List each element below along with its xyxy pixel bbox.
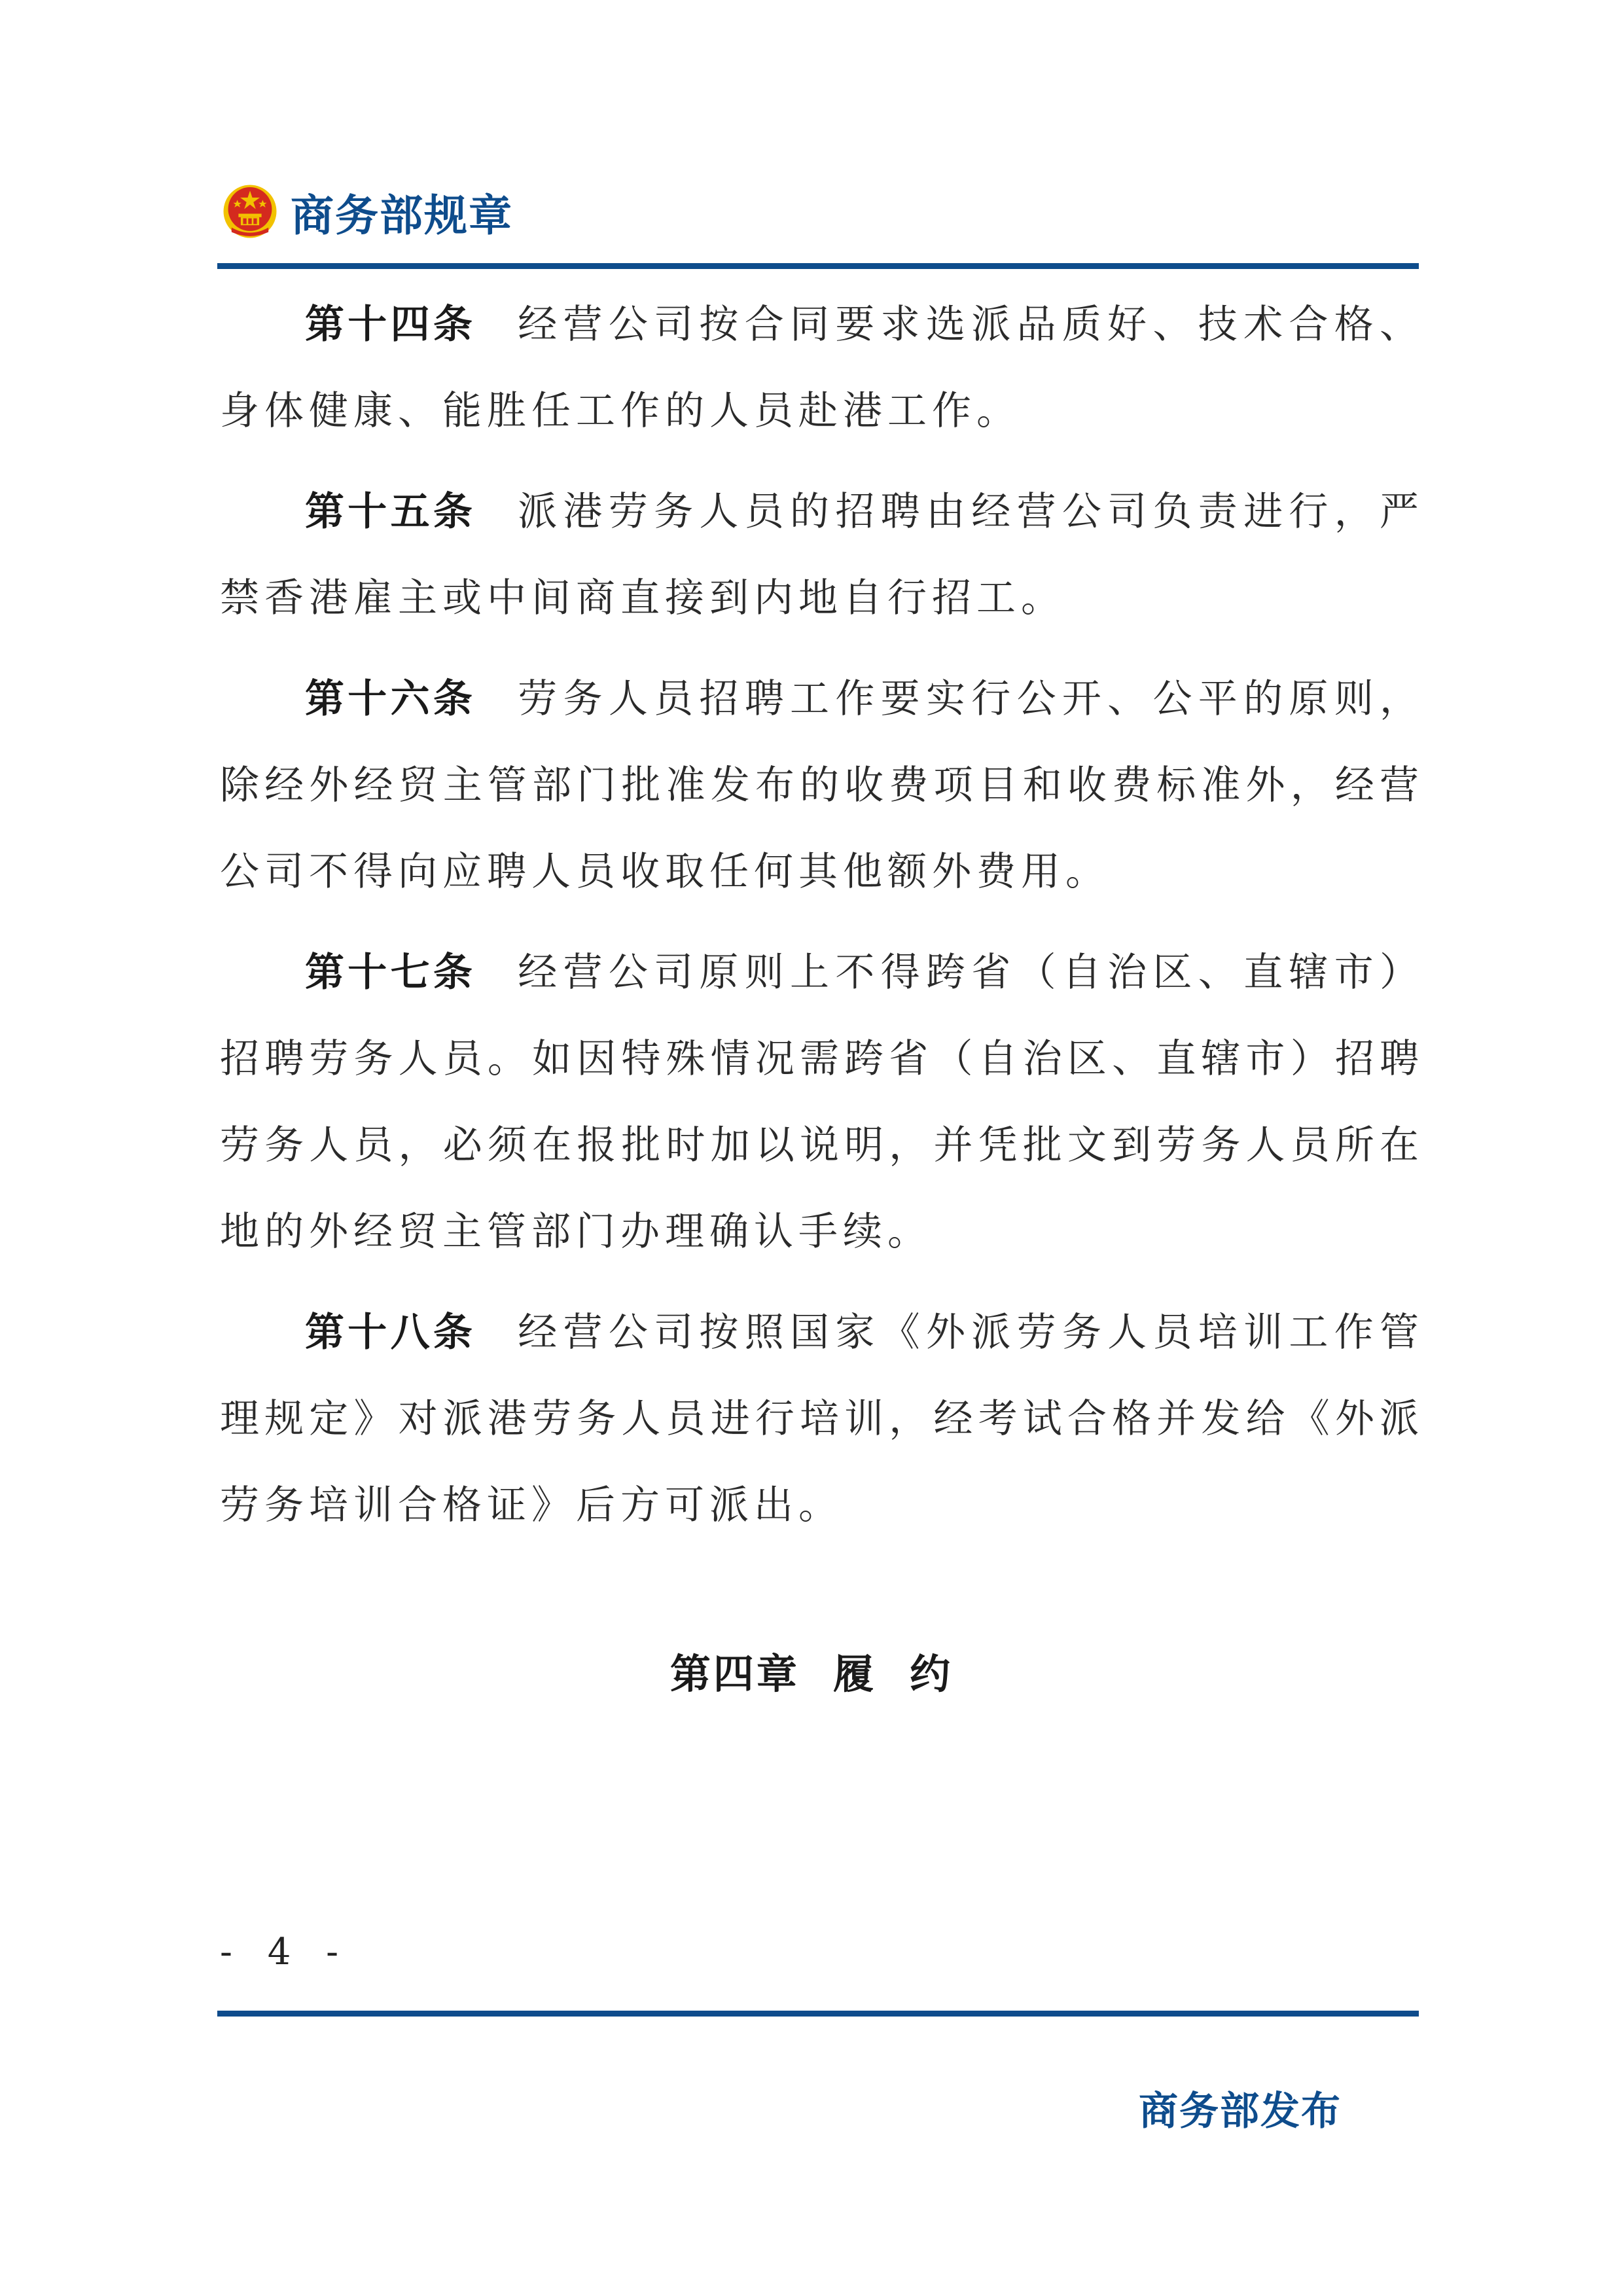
article-text: 派港劳务人员的招聘由经营公司负责进行，严禁香港雇主或中间商直接到内地自行招工。 — [220, 489, 1425, 621]
article-label: 第十八条 — [305, 1310, 476, 1355]
document-body — [220, 281, 1424, 1563]
article-text: 经营公司按照国家《外派劳务人员培训工作管理规定》对派港劳务人员进行培训，经考试合格并发给《外派劳务培训合格证》后方可派出。 — [220, 1310, 1425, 1528]
page-header — [221, 169, 513, 254]
article-label: 第十四条 — [305, 302, 476, 348]
chapter-heading: 第四章 履 约 — [669, 1650, 954, 1698]
page-number: - 4 - — [220, 1931, 351, 1973]
article-label: 第十六条 — [305, 676, 476, 722]
article-text: 经营公司原则上不得跨省（自治区、直辖市）招聘劳务人员。如因特殊情况需跨省（自治区、直辖市）招聘劳务人员，必须在报批时加以说明，并凭批文到劳务人员所在地的外经贸主管部门办理确认手续。 — [220, 950, 1425, 1255]
article-17 — [220, 929, 1424, 1275]
article-16 — [220, 656, 1424, 915]
article-text: 劳务人员招聘工作要实行公开、公平的原则，除经外经贸主管部门批准发布的收费项目和收费标准外，经营公司不得向应聘人员收取任何其他额外费用。 — [220, 676, 1425, 895]
publisher-label: 商务部发布 — [1139, 2089, 1342, 2134]
footer-divider — [217, 2011, 1419, 2017]
national-emblem-icon — [221, 183, 279, 240]
header-title: 商务部规章 — [291, 190, 513, 241]
article-14 — [220, 281, 1424, 454]
article-text: 经营公司按合同要求选派品质好、技术合格、身体健康、能胜任工作的人员赴港工作。 — [220, 302, 1425, 434]
article-label: 第十七条 — [305, 950, 476, 996]
article-18 — [220, 1289, 1424, 1549]
article-label: 第十五条 — [305, 489, 476, 535]
article-15 — [220, 469, 1424, 641]
header-divider — [217, 263, 1419, 269]
